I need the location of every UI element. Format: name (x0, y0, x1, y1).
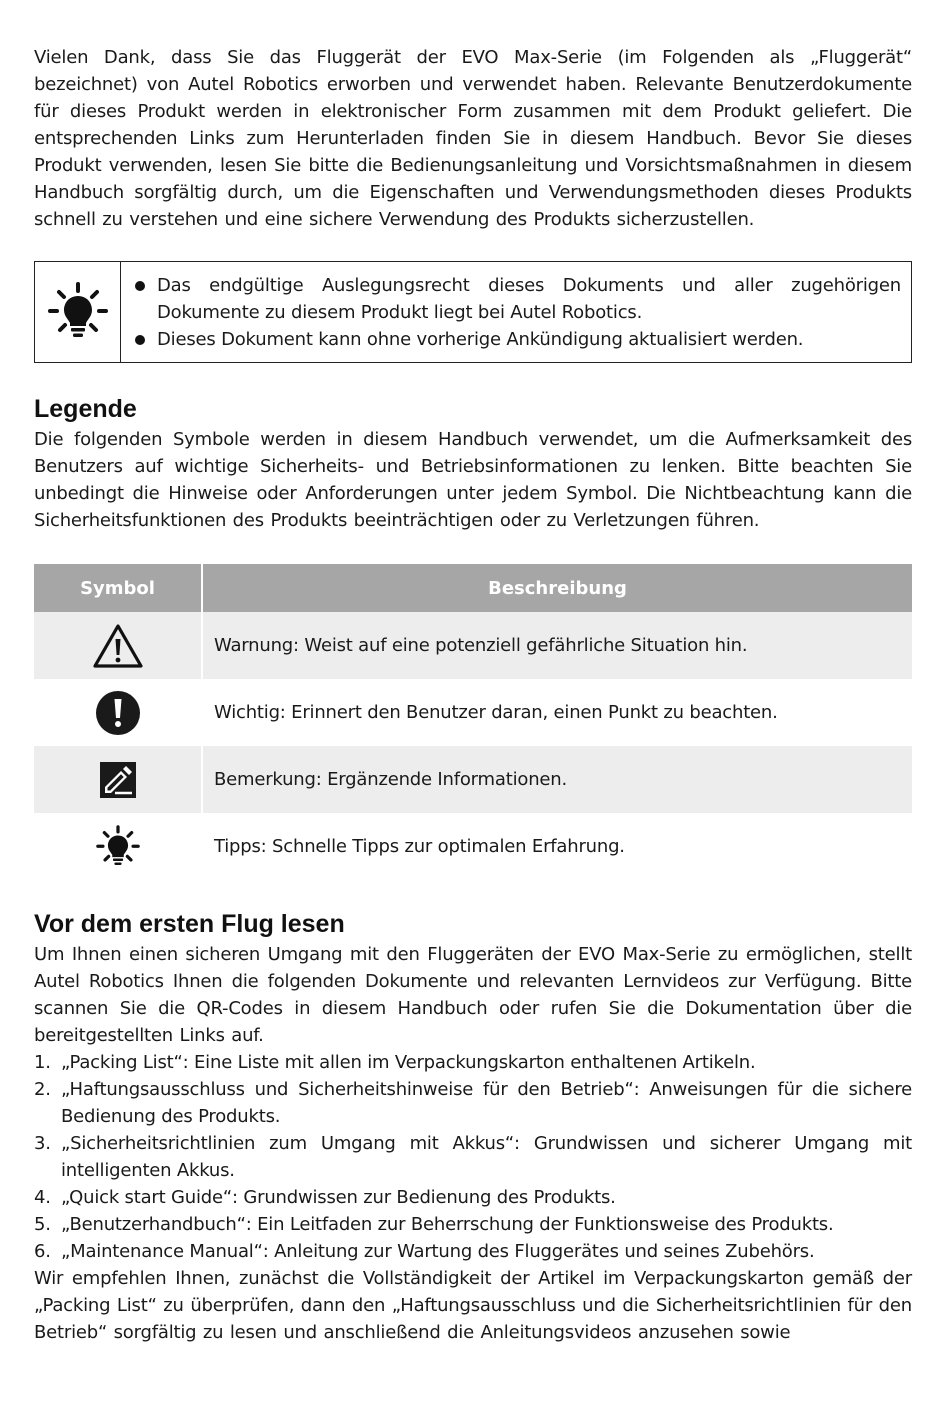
bullet-dot (133, 326, 157, 353)
notice-text-cell (121, 262, 911, 362)
document-list (34, 1049, 912, 1265)
before-flight-paragraph: Um Ihnen einen sicheren Umgang mit den Fluggeräten der EVO Max-Serie zu ermöglichen, stellt Autel Robotics Ihnen die folgenden Dokumente und relevanten Lernvideos zur Verfügung. Bitte scannen Sie die QR-Codes in diesem Handbuch oder rufen Sie die Dokumentation über die bereitgestellten Links auf. (34, 944, 912, 1046)
list-item-text: „Haftungsausschluss und Sicherheitshinweise für den Betrieb“: Anweisungen für die sichere Bedienung des Produkts. (61, 1079, 912, 1127)
description-column-header: Beschreibung (202, 564, 912, 612)
lightbulb-icon (46, 280, 110, 344)
important-exclamation-icon (95, 690, 141, 736)
intro-paragraph: Vielen Dank, dass Sie das Fluggerät der EVO Max-Serie (im Folgenden als „Fluggerät“ bezeichnet) von Autel Robotics erworben und verwendet haben. Relevante Benutzerdokumente für dieses Produkt werden in elektronischer Form zusammen mit dem Produkt geliefert. Die entsprechenden Links zum Herunterladen finden Sie in diesem Handbuch. Bevor Sie dieses Produkt verwenden, lesen Sie bitte die Bedienungsanleitung und Vorsichtsmaßnahmen in diesem Handbuch sorgfältig durch, um die Eigenschaften und Verwendungsmethoden dieses Produkts schnell zu verstehen und eine sichere Verwendung des Produkts sicherzustellen. (34, 47, 912, 230)
notice-bullet-text: Dieses Dokument kann ohne vorherige Ankündigung aktualisiert werden. (157, 329, 804, 350)
list-item (34, 1184, 912, 1211)
note-pen-icon (99, 761, 137, 799)
list-item-text: „Packing List“: Eine Liste mit allen im Verpackungskarton enthaltenen Artikeln. (61, 1052, 756, 1073)
symbol-cell (34, 813, 202, 880)
symbol-cell (34, 612, 202, 679)
notice-bullet (133, 326, 901, 353)
symbol-table-header (34, 564, 912, 612)
list-item (34, 1238, 912, 1265)
notice-bullet (133, 272, 901, 326)
table-row (34, 612, 912, 679)
description-cell: Warnung: Weist auf eine potenziell gefährliche Situation hin. (202, 612, 912, 679)
description-cell: Wichtig: Erinnert den Benutzer daran, einen Punkt zu beachten. (214, 702, 778, 723)
description-cell: Tipps: Schnelle Tipps zur optimalen Erfahrung. (214, 836, 625, 857)
list-item (34, 1211, 912, 1238)
table-row (34, 746, 912, 813)
list-item-text: „Quick start Guide“: Grundwissen zur Bedienung des Produkts. (61, 1187, 616, 1208)
notice-bullet-text: Das endgültige Auslegungsrecht dieses Dokuments und aller zugehörigen Dokumente zu diesem Produkt liegt bei Autel Robotics. (157, 275, 901, 323)
list-item-text: „Benutzerhandbuch“: Ein Leitfaden zur Beherrschung der Funktionsweise des Produkts. (61, 1214, 834, 1235)
table-row (34, 813, 912, 880)
closing-paragraph: Wir empfehlen Ihnen, zunächst die Vollständigkeit der Artikel im Verpackungskarton gemäß der „Packing List“ zu überprüfen, dann den „Haftungsausschluss und die Sicherheitsrichtlinien für den Betrieb“ sorgfältig zu lesen und anschließend die Anleitungsvideos anzusehen sowie (34, 1268, 912, 1343)
table-row (34, 679, 912, 746)
notice-icon-cell (35, 262, 121, 362)
manual-page (34, 44, 912, 1346)
list-number: 6. (34, 1241, 51, 1262)
symbol-column-header: Symbol (34, 564, 202, 612)
list-item (34, 1049, 912, 1076)
list-number: 2. (34, 1079, 51, 1100)
list-number: 4. (34, 1187, 51, 1208)
list-number: 1. (34, 1052, 51, 1073)
symbol-cell (34, 746, 202, 813)
legend-paragraph: Die folgenden Symbole werden in diesem Handbuch verwendet, um die Aufmerksamkeit des Benutzers auf wichtige Sicherheits- und Betriebsinformationen zu lenken. Bitte beachten Sie unbedingt die Hinweise oder Anforderungen unter jedem Symbol. Die Nichtbeachtung kann die Sicherheitsfunktionen des Produkts beeinträchtigen oder zu Verletzungen führen. (34, 429, 912, 531)
list-number: 3. (34, 1133, 51, 1154)
warning-triangle-icon (92, 623, 144, 669)
legend-heading: Legende (34, 395, 137, 423)
list-item-text: „Sicherheitsrichtlinien zum Umgang mit Akkus“: Grundwissen und sicherer Umgang mit intelligenten Akkus. (61, 1133, 912, 1181)
list-number: 5. (34, 1214, 51, 1235)
bullet-dot (133, 272, 157, 326)
lightbulb-icon (95, 824, 141, 870)
list-item-text: „Maintenance Manual“: Anleitung zur Wartung des Fluggerätes und seines Zubehörs. (61, 1241, 815, 1262)
symbol-table (34, 564, 912, 880)
list-item (34, 1076, 912, 1130)
before-flight-heading: Vor dem ersten Flug lesen (34, 910, 345, 938)
notice-box (34, 261, 912, 363)
list-item (34, 1130, 912, 1184)
symbol-cell (34, 679, 202, 746)
description-cell: Bemerkung: Ergänzende Informationen. (202, 746, 912, 813)
